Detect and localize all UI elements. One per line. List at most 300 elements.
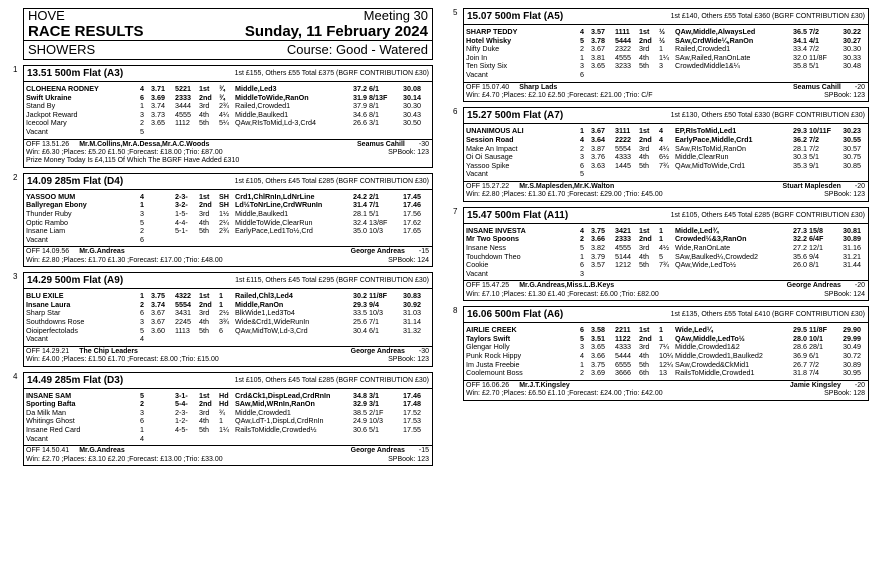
runner-pos: 1st xyxy=(639,27,650,36)
runner-comment: EP,RIsToMid,Led1 xyxy=(675,126,737,136)
runner-dist xyxy=(219,236,235,245)
runner-comment: SAw,Mid,WRnIn,RanOn xyxy=(235,399,315,409)
runner-comment xyxy=(235,435,347,444)
runner-sect: 6555 xyxy=(615,359,631,369)
runner-wt: 36.9 xyxy=(793,350,807,360)
runner-sp: 6/1 xyxy=(809,350,819,360)
runner-time: 31.21 xyxy=(843,251,861,261)
race-header xyxy=(24,373,432,389)
runner-sp: 13/8F xyxy=(369,217,388,227)
runner-time xyxy=(837,270,863,279)
runner-time: 30.85 xyxy=(843,160,861,170)
runner-row xyxy=(26,426,423,435)
runner-name: Vacant xyxy=(26,334,48,344)
runner-comment: Railed,Chl3,Led4 xyxy=(235,291,293,301)
runner-trap: 6 xyxy=(140,416,144,426)
runner-time: 17.45 xyxy=(403,191,421,201)
trainer-name: Stuart Maplesden xyxy=(782,182,841,190)
runner-name: Optic Rambo xyxy=(26,217,68,227)
runner-split xyxy=(151,201,175,210)
runner-name: Vacant xyxy=(466,268,488,278)
runner-wt: 28.0 xyxy=(793,333,807,343)
runner-split: 3.65 xyxy=(151,118,165,128)
runner-comment: QAw,RIsToMid,Ld-3,Crd4 xyxy=(235,118,316,128)
runner-sect: 1-5- xyxy=(175,208,188,218)
race-title: 14.29 500m Flat (A9) xyxy=(27,275,124,287)
race-title: 16.06 500m Flat (A6) xyxy=(467,309,564,321)
runner-pos: 4th xyxy=(199,316,209,326)
runner-comment: Railed,Crowded1 xyxy=(675,44,731,54)
runner-sp: 28/1 xyxy=(809,342,823,352)
runner-name: Oi Oi Sausage xyxy=(466,152,513,162)
runner-sp: 6/1 xyxy=(369,325,379,335)
runner-pos: 5th xyxy=(639,160,649,170)
race-box xyxy=(23,372,433,466)
footer-row xyxy=(26,257,429,265)
runner-split: 3.66 xyxy=(591,350,605,360)
trainer-name: George Andreas xyxy=(350,347,405,355)
runner-sect xyxy=(175,236,199,245)
runner-sect: 2-3- xyxy=(175,191,188,201)
runner-name: Vacant xyxy=(26,234,48,244)
race-prize: 1st £105, Others £45 Total £285 (BGRF CONTRIBUTION £30) xyxy=(670,211,865,219)
runner-trap: 1 xyxy=(140,101,144,111)
runner-pos: 5th xyxy=(199,424,209,434)
runner-dist: ¾ xyxy=(219,84,225,93)
runner-trap: 3 xyxy=(140,109,144,119)
race-prize: 1st £155, Others £55 Total £375 (BGRF CONTRIBUTION £30) xyxy=(234,70,429,77)
runner-dist: 2¾ xyxy=(219,101,229,111)
footer-row xyxy=(466,183,865,191)
runner-sect: 5444 xyxy=(615,350,631,360)
off-owner xyxy=(466,382,570,390)
runner-split xyxy=(151,435,175,444)
runner-sect: 3-1- xyxy=(175,390,188,400)
runner-comment: BlkWide1,Led3To4 xyxy=(235,308,295,318)
runner-pos: 1st xyxy=(199,390,210,400)
runner-row xyxy=(26,227,423,236)
returns: Win: £2.80 ;Places: £1.30 £1.70 ;Forecast: £29.00 ;Trio: £45.00 xyxy=(466,191,663,199)
runner-comment: EarlyPace,Led1To½,Crd xyxy=(235,226,313,236)
runner-time: 17.52 xyxy=(403,407,421,417)
runner-sp: 8/1 xyxy=(809,260,819,270)
runner-sp: 8/1 xyxy=(369,109,379,119)
runner-dist: 1 xyxy=(659,234,663,244)
runner-dist: Hd xyxy=(219,399,229,409)
runners-table xyxy=(26,193,423,245)
runner-sect: 4-4- xyxy=(175,217,188,227)
runner-trap: 3 xyxy=(140,208,144,218)
runner-time: 30.14 xyxy=(403,92,421,102)
runner-trap: 6 xyxy=(580,260,584,270)
runner-pos: 5th xyxy=(199,325,209,335)
runner-sect xyxy=(615,170,639,179)
runner-time: 30.08 xyxy=(403,84,421,93)
off-time: OFF 14.50.41 xyxy=(26,447,70,455)
runner-name: Insane Liam xyxy=(26,226,66,236)
race-number: 1 xyxy=(13,65,18,74)
runners-table xyxy=(466,227,863,279)
off-time: OFF 14.29.21 xyxy=(26,347,70,355)
runner-time: 30.48 xyxy=(843,61,861,71)
runner-pos: 3rd xyxy=(199,407,210,417)
footer-row xyxy=(26,447,429,455)
runner-name: Sporting Bafta xyxy=(26,399,76,409)
runner-dist: 1 xyxy=(659,333,663,343)
runner-dist: 10¼ xyxy=(659,350,673,360)
runner-wt: 28.6 xyxy=(793,342,807,352)
runner-trap: 1 xyxy=(580,251,584,261)
runner-row xyxy=(26,236,423,245)
race-footer xyxy=(24,139,432,167)
off-owner xyxy=(466,84,557,92)
off-owner xyxy=(26,248,125,256)
footer-row xyxy=(26,348,429,356)
race-box xyxy=(23,65,433,168)
runner-sect: 1212 xyxy=(615,260,631,270)
runner-time: 17.55 xyxy=(403,424,421,434)
runner-sp: 10/1 xyxy=(809,333,823,343)
runner-sect: 4333 xyxy=(615,342,631,352)
runner-trap: 3 xyxy=(140,407,144,417)
runner-dist: 1 xyxy=(659,225,663,235)
runner-trap: 6 xyxy=(140,308,144,318)
trainer-info xyxy=(787,282,865,290)
runner-sp: 5/1 xyxy=(809,61,819,71)
runner-sect: 5554 xyxy=(615,143,631,153)
runner-sect: 1112 xyxy=(175,118,190,128)
race-title: 15.27 500m Flat (A7) xyxy=(467,110,564,122)
runner-comment xyxy=(675,270,787,279)
trainer-info xyxy=(793,84,865,92)
owner: Sharp Lads xyxy=(519,83,558,91)
trainer-info xyxy=(351,348,429,356)
runner-wt: 32.9 xyxy=(353,399,367,409)
race-box xyxy=(23,272,433,366)
runner-dist: 1 xyxy=(219,299,223,309)
runner-split: 3.58 xyxy=(591,325,605,335)
runner-name: Yassoo Spike xyxy=(466,160,510,170)
runner-wt: 30.4 xyxy=(353,325,367,335)
runner-sp: 11/8F xyxy=(369,291,387,301)
race-prize: 1st £135, Others £55 Total £410 (BGRF CONTRIBUTION £30) xyxy=(670,311,865,319)
off-owner xyxy=(466,282,614,290)
runner-sect: 3666 xyxy=(615,368,631,378)
runner-sp: 7/1 xyxy=(369,200,379,210)
runner-sect: 5221 xyxy=(175,84,191,93)
runner-sp: 9/4 xyxy=(369,299,379,309)
sp-book: SPBook: 124 xyxy=(824,290,865,298)
race-block xyxy=(453,207,869,301)
right-column xyxy=(453,8,869,401)
runner-time: 30.22 xyxy=(843,27,861,36)
runner-pos: 2nd xyxy=(199,299,212,309)
runner-time: 30.57 xyxy=(843,143,861,153)
runner-sp: 3/1 xyxy=(369,390,379,400)
runner-name: Sharp Star xyxy=(26,308,61,318)
runner-name: SHARP TEDDY xyxy=(466,27,518,36)
runner-comment: Middle,Crowded1&2 xyxy=(675,342,740,352)
runner-split: 3.51 xyxy=(591,333,605,343)
runner-split: 3.67 xyxy=(151,308,165,318)
race-box xyxy=(463,306,869,400)
runner-split: 3.74 xyxy=(151,101,165,111)
runner-dist: 5¼ xyxy=(219,118,229,128)
runner-trap: 1 xyxy=(140,200,144,210)
runner-time: 30.89 xyxy=(843,359,861,369)
runner-sect: 5-1- xyxy=(175,226,188,236)
runner-split: 3.73 xyxy=(151,109,165,119)
runner-sect: 2245 xyxy=(175,316,191,326)
runner-time xyxy=(397,236,423,245)
runner-comment xyxy=(235,335,347,344)
runner-sp: 8/13F xyxy=(369,92,388,102)
runner-name: Im Justa Freebie xyxy=(466,359,520,369)
footer-row xyxy=(26,157,429,165)
runner-name: Hotel Whisky xyxy=(466,35,512,45)
runner-trap: 2 xyxy=(140,226,144,236)
runner-sp: 7/2 xyxy=(809,143,819,153)
runner-dist xyxy=(659,71,675,80)
runner-comment: Railed,Crowded1 xyxy=(235,101,291,111)
runner-trap: 2 xyxy=(580,44,584,54)
runner-pos: 4th xyxy=(639,152,649,162)
race-footer xyxy=(24,246,432,266)
runner-time xyxy=(397,335,423,344)
runner-time: 17.56 xyxy=(403,208,421,218)
runner-row xyxy=(26,327,423,336)
runner-name: YASSOO MUM xyxy=(26,191,76,201)
runner-name: Oioiperfectolads xyxy=(26,325,78,335)
runner-sect: 3233 xyxy=(615,61,631,71)
runner-comment: Middle,Led¾ xyxy=(675,225,719,235)
runner-split xyxy=(151,392,175,401)
prize-money-note: Prize Money Today Is £4,115 Of Which The BGRF Have Added £310 xyxy=(26,157,240,165)
runner-trap: 2 xyxy=(580,368,584,378)
runner-wt: 34.1 xyxy=(793,35,807,45)
runner-sp: 9/4 xyxy=(809,251,819,261)
runner-wt: 31.8 xyxy=(793,368,807,378)
runner-wt xyxy=(787,71,809,80)
runner-time: 30.75 xyxy=(843,152,861,162)
runner-pos: 3rd xyxy=(199,101,210,111)
runner-split: 3.75 xyxy=(591,225,605,235)
runner-comment: SAw,Railed,RanOnLate xyxy=(675,52,751,62)
race-number: 3 xyxy=(13,272,18,282)
runner-time: 17.65 xyxy=(403,226,421,236)
runner-split xyxy=(151,335,175,344)
runner-wt xyxy=(787,170,809,179)
runner-dist xyxy=(659,170,675,179)
runner-dist: 7¾ xyxy=(659,260,669,270)
runner-sp: 3/1 xyxy=(369,118,379,128)
runner-pos: 6th xyxy=(639,368,649,378)
race-number: 4 xyxy=(13,371,18,381)
runner-time: 17.48 xyxy=(403,399,421,409)
runner-sect: 2211 xyxy=(615,325,631,335)
runner-name: Insane Laura xyxy=(26,299,71,309)
off-time: OFF 14.09.56 xyxy=(26,248,70,256)
runner-time xyxy=(837,170,863,179)
runner-dist: Hd xyxy=(219,390,229,400)
left-column xyxy=(13,8,433,466)
trainer-name: George Andreas xyxy=(350,248,405,256)
runner-name: Vacant xyxy=(466,169,488,179)
race-header xyxy=(464,9,868,25)
runner-comment: MiddleToWide,ClearRun xyxy=(235,217,313,227)
runner-sect: 1122 xyxy=(615,333,631,343)
race-header xyxy=(464,208,868,224)
off-time: OFF 15.47.25 xyxy=(466,282,510,290)
runner-comment: QAw,MidToWide,Crd1 xyxy=(675,160,746,170)
runner-wt: 30.3 xyxy=(793,152,807,162)
runner-dist: 1 xyxy=(219,291,223,301)
runner-sect: 2-3- xyxy=(175,407,188,417)
runner-sp: 8/1 xyxy=(369,101,379,111)
runner-time: 30.89 xyxy=(843,234,861,244)
runner-sp: 2/1 xyxy=(369,191,379,201)
runner-trap: 4 xyxy=(140,191,144,201)
runner-sect xyxy=(175,335,199,344)
runner-dist: 1¼ xyxy=(219,424,229,434)
runner-time: 30.95 xyxy=(843,368,861,378)
owner: Mr.S.Maplesden,Mr.K.Walton xyxy=(519,182,615,190)
runner-split: 3.67 xyxy=(151,316,165,326)
runner-comment: Ld½ToNrLine,CrdWRunIn xyxy=(235,200,323,210)
runner-dist: 12¼ xyxy=(659,359,673,369)
runner-comment: QAw,Wide,LedTo½ xyxy=(675,260,736,270)
runner-sect: 3431 xyxy=(175,308,191,318)
footer-row xyxy=(466,282,865,290)
off-owner xyxy=(26,348,138,356)
runner-pos: 1st xyxy=(199,291,210,301)
footer-row xyxy=(26,141,429,149)
runner-sect: 3-2- xyxy=(175,200,188,210)
runner-comment: Wide&Crd1,WideRunIn xyxy=(235,316,310,326)
runner-dist: 4¼ xyxy=(219,109,229,119)
runner-trap: 1 xyxy=(580,52,584,62)
runner-wt: 36.5 xyxy=(793,27,807,36)
runner-trap: 4 xyxy=(140,433,144,443)
runner-wt: 32.2 xyxy=(793,234,807,244)
runner-time: 30.72 xyxy=(843,350,861,360)
runner-time xyxy=(397,128,423,137)
race-box xyxy=(463,207,869,301)
runner-time: 31.32 xyxy=(403,325,421,335)
runner-sp: 6/4F xyxy=(809,234,824,244)
runner-trap: 3 xyxy=(140,316,144,326)
runner-wt: 29.5 xyxy=(793,325,807,335)
runner-sect xyxy=(615,71,639,80)
race-block xyxy=(13,173,433,267)
runner-pos xyxy=(199,435,219,444)
runner-split: 3.71 xyxy=(151,84,165,93)
runner-sp: 11/8F xyxy=(809,325,827,335)
runners-table xyxy=(466,28,863,80)
runner-wt: 35.3 xyxy=(793,160,807,170)
runner-trap: 1 xyxy=(140,424,144,434)
runner-trap: 4 xyxy=(140,334,144,344)
runner-sp: 7/2 xyxy=(809,27,819,36)
runner-name: Taylors Swift xyxy=(466,333,511,343)
runner-wt: 35.0 xyxy=(353,226,367,236)
runner-sp: 7/1 xyxy=(369,316,379,326)
runner-pos: 4th xyxy=(639,52,649,62)
runner-name: Coolemount Boss xyxy=(466,368,523,378)
runner-sect: 4-5- xyxy=(175,424,188,434)
runner-name: Swift Ukraine xyxy=(26,92,72,102)
runner-pos: 2nd xyxy=(199,200,212,210)
runner-pos xyxy=(639,170,659,179)
runner-dist: 3 xyxy=(659,61,663,71)
runners-table xyxy=(466,326,863,378)
runners-table xyxy=(26,292,423,344)
runner-sp: 6/1 xyxy=(369,84,379,93)
runner-comment xyxy=(675,71,787,80)
runner-dist: SH xyxy=(219,191,229,201)
runner-comment: Middle,Baulked1 xyxy=(235,208,289,218)
runner-row xyxy=(466,270,863,279)
runner-split xyxy=(151,400,175,409)
runner-wt: 27.3 xyxy=(793,225,807,235)
runners-table xyxy=(26,85,423,137)
runner-sect: 4333 xyxy=(615,152,631,162)
runner-wt: 25.6 xyxy=(353,316,367,326)
runner-sect xyxy=(175,128,199,137)
runner-wt: 38.5 xyxy=(353,407,367,417)
footer-row xyxy=(26,456,429,464)
runner-dist: 4 xyxy=(659,126,663,136)
runner-sect: 3421 xyxy=(615,225,631,235)
runner-name: Make An Impact xyxy=(466,143,518,153)
trainer-value: -20 xyxy=(854,83,865,91)
runner-sect: 1111 xyxy=(615,27,630,36)
runner-split: 3.67 xyxy=(591,126,605,136)
runner-split xyxy=(151,227,175,236)
runner-sect: 1113 xyxy=(175,325,190,335)
runner-sp: 7/4 xyxy=(809,368,819,378)
runner-pos: 3rd xyxy=(639,242,650,252)
runner-split xyxy=(151,236,175,245)
runner-sect: 2333 xyxy=(175,92,191,102)
runner-comment: EarlyPace,Middle,Crd1 xyxy=(675,134,753,144)
trainer-info xyxy=(357,141,429,149)
runner-sect: 3444 xyxy=(175,101,191,111)
race-footer xyxy=(24,346,432,366)
footer-row xyxy=(26,149,429,157)
runner-wt: 28.1 xyxy=(793,143,807,153)
runner-sect: 2222 xyxy=(615,134,631,144)
trainer-info xyxy=(783,183,865,191)
runner-dist: 1 xyxy=(659,325,663,335)
runner-dist: 6 xyxy=(219,325,223,335)
runner-split xyxy=(591,270,615,279)
runner-pos xyxy=(199,236,219,245)
runner-wt: 34.6 xyxy=(353,109,367,119)
runner-pos: 3rd xyxy=(639,44,650,54)
runner-name: Touchdown Theo xyxy=(466,251,521,261)
runner-sect: 5144 xyxy=(615,251,631,261)
runner-time: 17.46 xyxy=(403,200,421,210)
runner-name: INSANE SAM xyxy=(26,390,72,400)
runner-pos xyxy=(199,335,219,344)
runner-pos: 5th xyxy=(639,61,649,71)
runner-trap: 3 xyxy=(580,268,584,278)
runner-sect: 5554 xyxy=(175,299,191,309)
runner-row xyxy=(466,62,863,71)
runner-time: 30.83 xyxy=(403,291,421,301)
runner-wt: 26.7 xyxy=(793,359,807,369)
